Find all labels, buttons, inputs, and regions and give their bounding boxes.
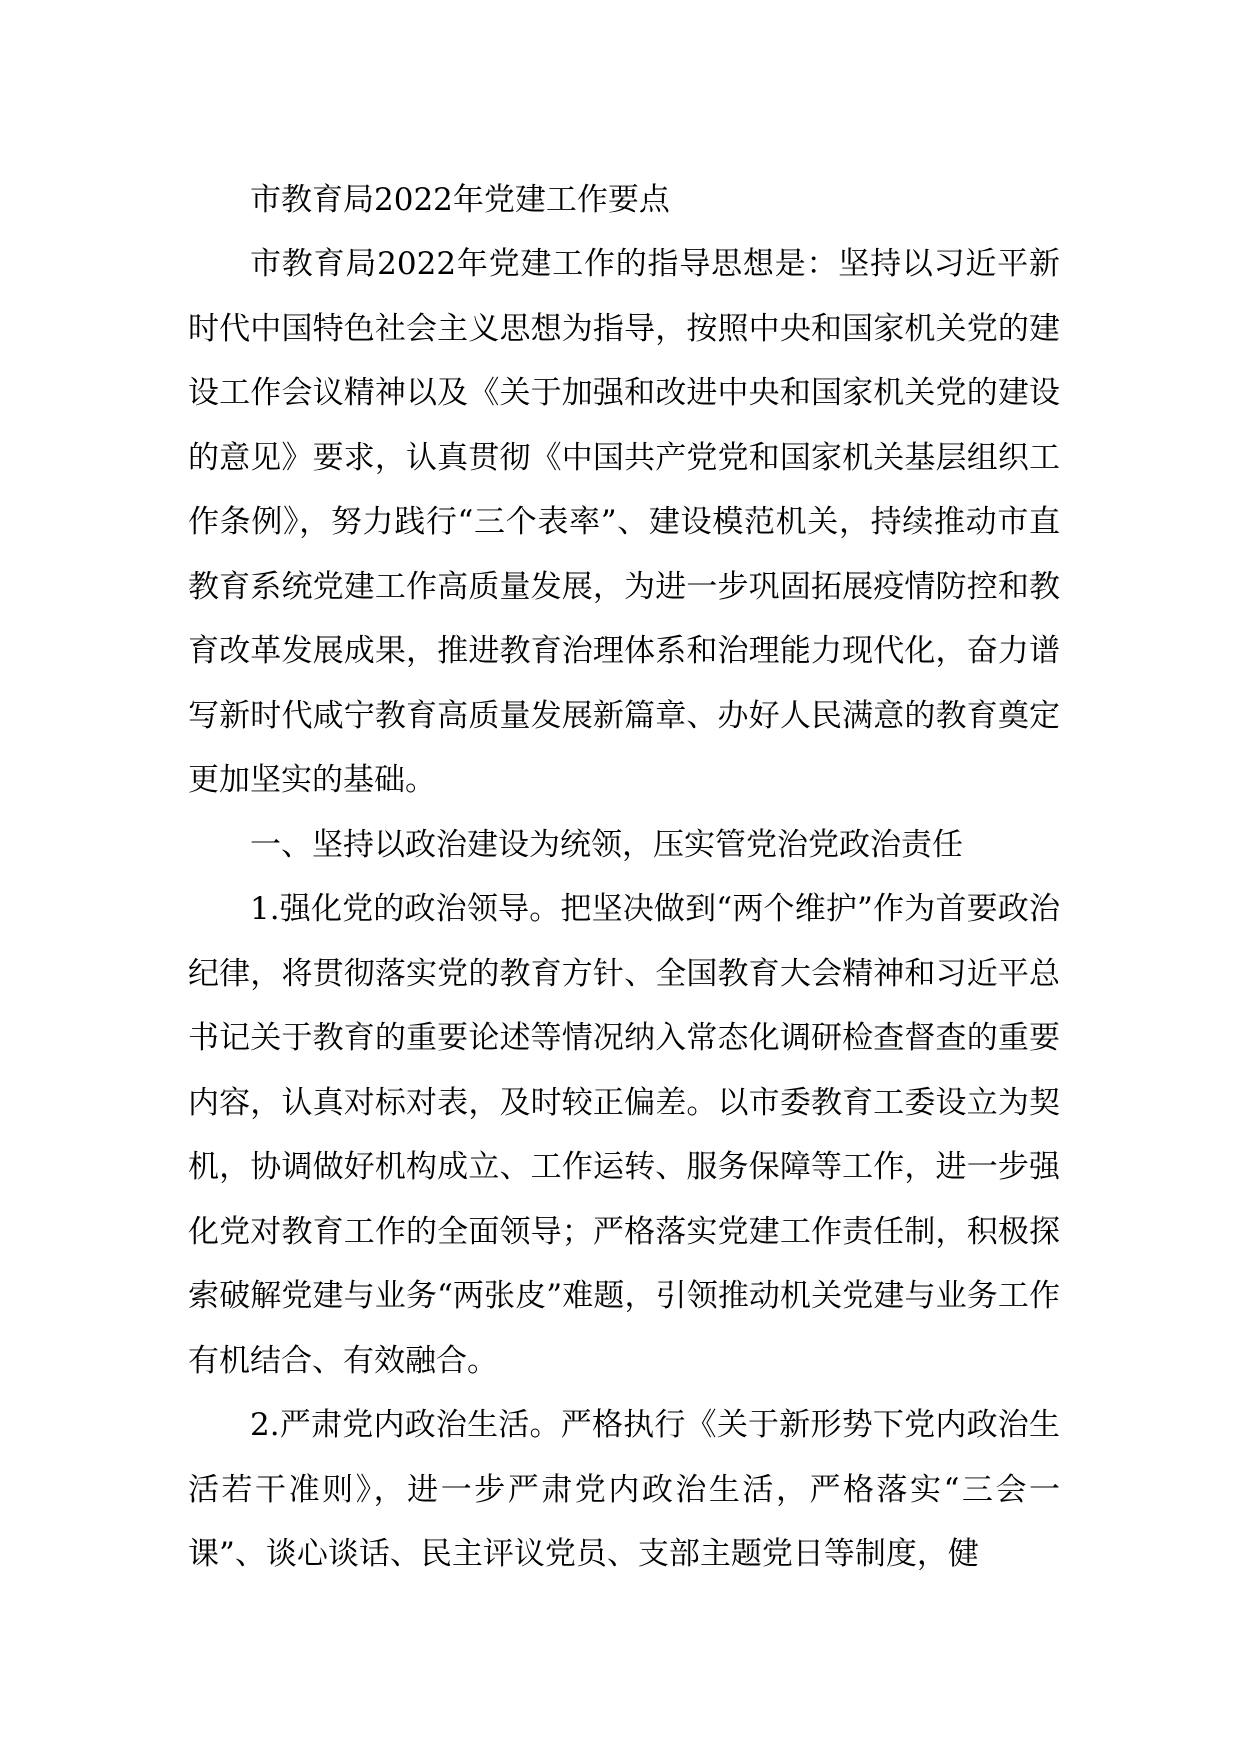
- guiding-ideology-paragraph: 市教育局2022年党建工作的指导思想是：坚持以习近平新时代中国特色社会主义思想为指导，按照中央和国家机关党的建设工作会议精神以及《关于加强和改进中央和国家机关党的建设的意见》要求，认真贯彻《中国共产党党和国家机关基层组织工作条例》，努力践行“三个表率”、建设模范机关，持续推动市直教育系统党建工作高质量发展，为进一步巩固拓展疫情防控和教育改革发展成果，推进教育治理体系和治理能力现代化，奋力谱写新时代咸宁教育高质量发展新篇章、办好人民满意的教育奠定更加坚实的基础。: [188, 246, 1060, 798]
- section-1-item-1: 1.强化党的政治领导。把坚决做到“两个维护”作为首要政治纪律，将贯彻落实党的教育方针、全国教育大会精神和习近平总书记关于教育的重要论述等情况纳入常态化调研检查督查的重要内容，认真对标对表，及时较正偏差。以市委教育工委设立为契机，协调做好机构成立、工作运转、服务保障等工作，进一步强化党对教育工作的全面领导；严格落实党建工作责任制，积极探索破解党建与业务“两张皮”难题，引领推动机关党建与业务工作有机结合、有效融合。: [188, 891, 1060, 1379]
- document-title: 市教育局2022年党建工作要点: [250, 182, 670, 218]
- section-1-item-2: 2.严肃党内政治生活。严格执行《关于新形势下党内政治生活若干准则》，进一步严肃党内政治生活，严格落实“三会一课”、谈心谈话、民主评议党员、支部主题党日等制度，健: [188, 1407, 1060, 1572]
- section-1-heading: 一、坚持以政治建设为统领，压实管党治党政治责任: [250, 826, 963, 863]
- document-body: [188, 168, 1060, 1587]
